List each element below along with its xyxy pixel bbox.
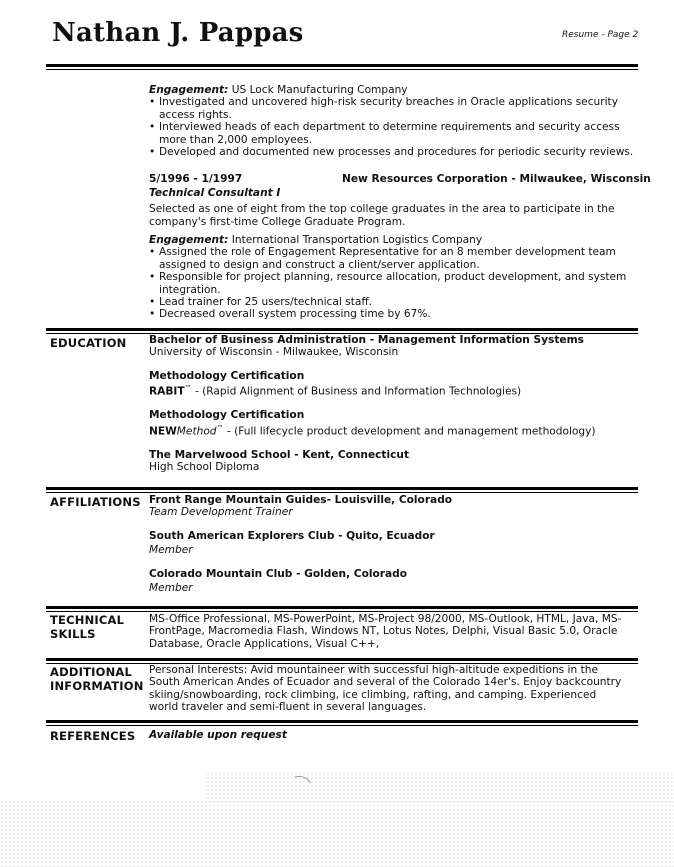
engagement-bullets — [149, 96, 639, 158]
section-rule-thin — [46, 611, 638, 612]
job-summary: Selected as one of eight from the top college graduates in the area to participate in the company's first-time College Graduate Program. — [149, 203, 615, 228]
affiliation-org: South American Explorers Club - Quito, Ecuador — [149, 529, 435, 542]
heading-line: SKILLS — [50, 626, 96, 641]
job-block — [149, 173, 651, 228]
section-rule — [46, 658, 638, 661]
additional-info-text: Personal Interests: Avid mountaineer with successful high-altitude expeditions in the South American Andes of Ecuador and several of the Colorado 14er's. Enjoy backcountry skiing/snowboarding, rock climbing, ice climbing, rafting, and camping. Experienced world traveler and semi-fluent in several languages. — [149, 664, 622, 714]
engagement-label: Engagement: — [149, 84, 229, 96]
affiliation-org: Front Range Mountain Guides- Louisville, Colorado — [149, 494, 453, 506]
list-item: • Decreased overall system processing time by 67%. — [149, 308, 639, 320]
heading-line: TECHNICAL — [50, 613, 125, 627]
trademark: ™ — [216, 423, 224, 432]
cert-title: Methodology Certification — [149, 409, 305, 422]
high-school: The Marvelwood School - Kent, Connecticut — [149, 448, 410, 461]
cert-name: NEW — [149, 425, 177, 438]
job-employer: New Resources Corporation - Milwaukee, Wisconsin — [342, 173, 651, 185]
education-heading: EDUCATION — [50, 336, 127, 350]
section-rule-thin — [46, 492, 638, 493]
trademark: ™ — [184, 384, 192, 393]
scan-texture — [206, 772, 674, 802]
engagement-bullets — [149, 246, 639, 320]
section-rule — [46, 606, 638, 609]
list-item: • Lead trainer for 25 users/technical staff. — [149, 296, 639, 308]
education-block — [149, 334, 639, 473]
cert-desc: - (Full lifecycle product development and management methodology) — [223, 425, 596, 438]
scan-texture — [0, 800, 674, 867]
list-item: • Investigated and uncovered high-risk security breaches in Oracle applications security access rights. — [149, 96, 639, 121]
section-rule — [46, 328, 638, 331]
section-rule-thin — [46, 725, 638, 726]
cert-desc: - (Rapid Alignment of Business and Information Technologies) — [191, 385, 522, 398]
heading-line: ADDITIONAL — [50, 665, 133, 679]
affiliation-role: Member — [149, 544, 193, 557]
affiliation-role: Team Development Trainer — [149, 506, 293, 519]
engagement-block-2 — [149, 234, 639, 321]
cert-title: Methodology Certification — [149, 369, 305, 382]
high-school-diploma: High School Diploma — [149, 460, 260, 473]
affiliation-role: Member — [149, 582, 193, 595]
header-rule — [46, 64, 638, 67]
technical-skills-text: MS-Office Professional, MS-PowerPoint, MS-Project 98/2000, MS-Outlook, HTML, Java, MS-FrontPage, Macromedia Flash, Windows NT, Lotus Notes, Delphi, Visual Basic 5.0, Oracle Database, Oracle Applications, Visual C++, — [149, 613, 622, 650]
heading-line: INFORMATION — [50, 678, 144, 693]
resume-name: Nathan J. Pappas — [52, 18, 304, 48]
affiliation-org: Colorado Mountain Club - Golden, Colorado — [149, 567, 407, 580]
cert-name: RABIT — [149, 385, 185, 398]
affiliations-block — [149, 494, 639, 594]
engagement-company: US Lock Manufacturing Company — [228, 84, 408, 96]
section-rule — [46, 720, 638, 723]
references-heading: REFERENCES — [50, 729, 136, 743]
job-dates: 5/1996 - 1/1997 — [149, 173, 243, 185]
list-item: • Assigned the role of Engagement Representative for an 8 member development team assigned to design and construct a client/server application. — [149, 246, 639, 271]
job-title: Technical Consultant I — [149, 187, 281, 199]
engagement-block-1 — [149, 84, 639, 158]
engagement-label: Engagement: — [149, 234, 229, 246]
affiliations-heading: AFFILIATIONS — [50, 495, 141, 509]
list-item: • Interviewed heads of each department to determine requirements and security access more than 2,000 employees. — [149, 121, 639, 146]
technical-skills-heading — [50, 614, 124, 641]
references-text: Available upon request — [149, 729, 287, 741]
engagement-company: International Transportation Logistics Company — [228, 234, 483, 246]
degree: Bachelor of Business Administration - Management Information Systems — [149, 334, 584, 346]
cert-name-italic: Method — [176, 425, 217, 438]
page-label: Resume - Page 2 — [562, 30, 639, 40]
list-item: • Responsible for project planning, resource allocation, product development, and system integration. — [149, 271, 639, 296]
additional-info-heading — [50, 666, 144, 693]
school: University of Wisconsin - Milwaukee, Wisconsin — [149, 346, 399, 359]
header-rule-thin — [46, 69, 638, 70]
list-item: • Developed and documented new processes and procedures for periodic security reviews. — [149, 146, 639, 158]
section-rule — [46, 487, 638, 490]
